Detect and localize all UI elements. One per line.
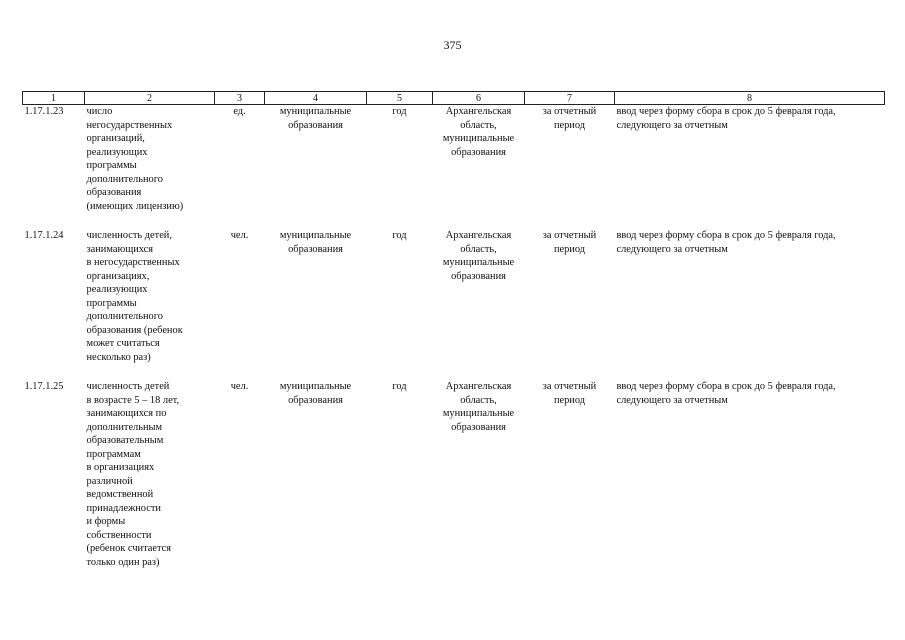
indicator-periodicity: год <box>392 106 407 117</box>
indicator-unit: ед. <box>233 106 246 117</box>
indicator-level: муниципальные образования <box>279 381 352 406</box>
column-header-6: 6 <box>433 92 525 105</box>
column-header-3: 3 <box>215 92 265 105</box>
indicator-code: 1.17.1.25 <box>24 381 64 392</box>
indicator-code: 1.17.1.24 <box>24 230 64 241</box>
column-header-2: 2 <box>85 92 215 105</box>
indicator-report-period: за отчетный период <box>542 106 597 131</box>
column-header-4: 4 <box>265 92 367 105</box>
indicator-territory: Архангельская область, муниципальные образования <box>442 381 515 433</box>
indicator-level: муниципальные образования <box>279 106 352 131</box>
indicator-level: муниципальные образования <box>279 230 352 255</box>
indicator-method: ввод через форму сбора в срок до 5 февраля года, следующего за отчетным <box>616 230 836 255</box>
indicator-report-period: за отчетный период <box>542 381 597 406</box>
table-row <box>23 105 885 230</box>
table-row <box>23 229 885 380</box>
column-number-header <box>23 92 885 105</box>
indicator-report-period: за отчетный период <box>542 230 597 255</box>
indicator-name: численность детей, занимающихся в негосударственных организациях, реализующих программы дополнительного образования (ребенок может считаться несколько раз) <box>86 230 183 363</box>
indicators-table <box>22 91 885 585</box>
table-row <box>23 380 885 585</box>
indicator-method: ввод через форму сбора в срок до 5 февраля года, следующего за отчетным <box>616 381 836 406</box>
indicator-method: ввод через форму сбора в срок до 5 февраля года, следующего за отчетным <box>616 106 836 131</box>
page-number: 375 <box>443 38 462 52</box>
indicator-territory: Архангельская область, муниципальные образования <box>442 106 515 158</box>
indicator-unit: чел. <box>230 230 249 241</box>
indicator-periodicity: год <box>392 230 407 241</box>
column-header-7: 7 <box>525 92 615 105</box>
indicator-territory: Архангельская область, муниципальные образования <box>442 230 515 282</box>
column-header-1: 1 <box>23 92 85 105</box>
indicator-periodicity: год <box>392 381 407 392</box>
indicator-name: численность детей в возрасте 5 – 18 лет, занимающихся по дополнительным образовательным программам в организациях различной ведомственной принадлежности и формы собственности (ребенок считается только один раз) <box>86 381 180 568</box>
indicator-code: 1.17.1.23 <box>24 106 64 117</box>
indicator-unit: чел. <box>230 381 249 392</box>
indicator-name: число негосударственных организаций, реализующих программы дополнительного образования (имеющих лицензию) <box>86 106 184 212</box>
column-header-5: 5 <box>367 92 433 105</box>
column-header-8: 8 <box>615 92 885 105</box>
